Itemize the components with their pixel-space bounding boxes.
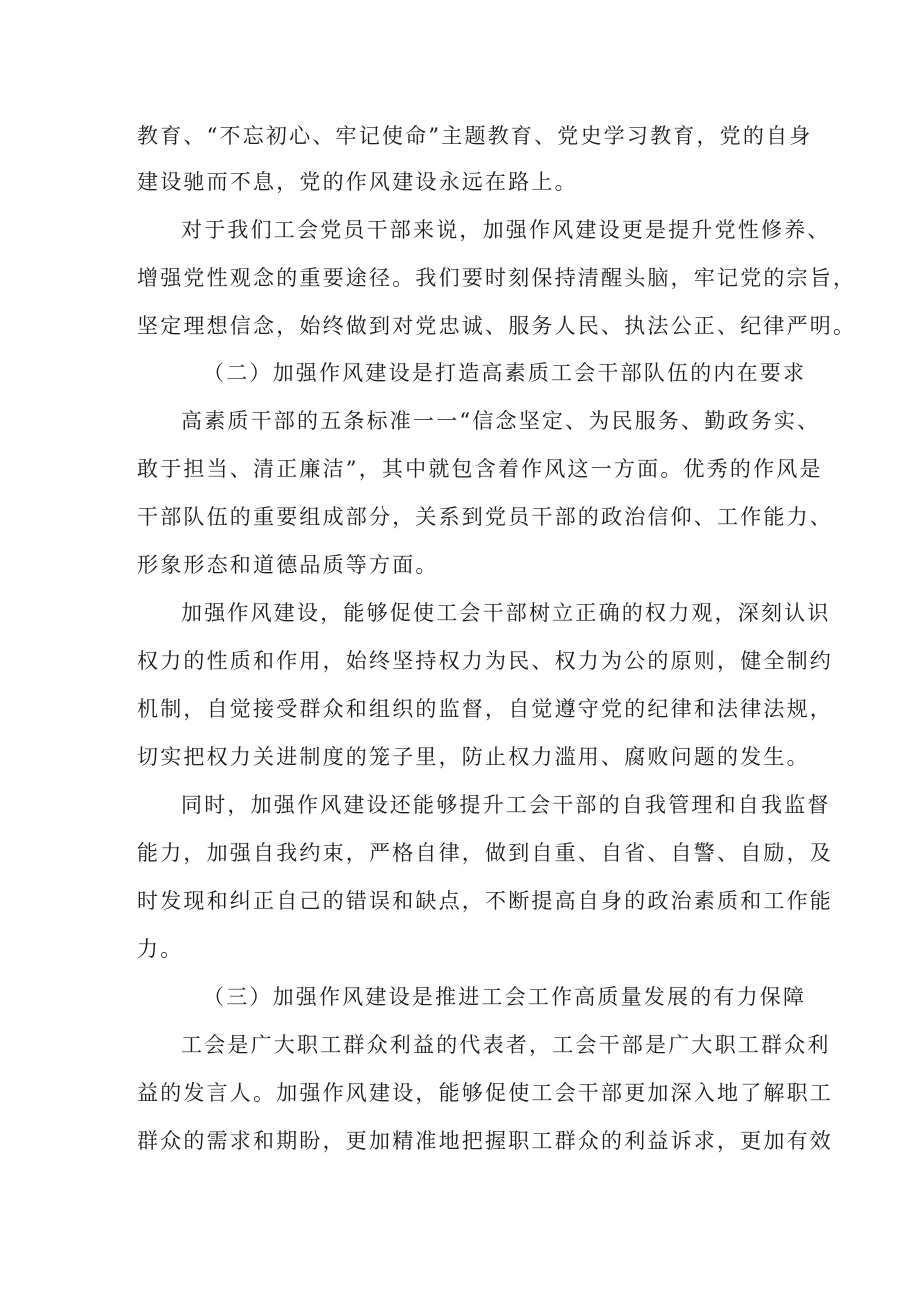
section-heading: （二）加强作风建设是打造高素质工会干部队伍的内在要求 bbox=[203, 361, 807, 385]
section-heading: （三）加强作风建设是推进工会工作高质量发展的有力保障 bbox=[203, 985, 807, 1009]
text-line: 教育、“不忘初心、牢记使命”主题教育、党史学习教育，党的自身 bbox=[137, 124, 813, 148]
text-line: 坚定理想信念，始终做到对党忠诚、服务人民、执法公正、纪律严明。 bbox=[137, 314, 857, 338]
text-line: 高素质干部的五条标准一一“信念坚定、为民服务、勤政务实、 bbox=[181, 409, 821, 433]
text-line: 工会是广大职工群众利益的代表者，工会干部是广大职工群众利 bbox=[181, 1033, 831, 1057]
text-line: 对于我们工会党员干部来说，加强作风建设更是提升党性修养、 bbox=[181, 218, 831, 242]
text-line: 干部队伍的重要组成部分，关系到党员干部的政治信仰、工作能力、 bbox=[137, 505, 833, 529]
text-line: 益的发言人。加强作风建设，能够促使工会干部更加深入地了解职工 bbox=[137, 1081, 833, 1105]
text-line: 建设驰而不息，党的作风建设永远在路上。 bbox=[137, 170, 578, 194]
text-line: 同时，加强作风建设还能够提升工会干部的自我管理和自我监督 bbox=[181, 793, 831, 817]
text-line: 能力，加强自我约束，严格自律，做到自重、自省、自警、自励，及 bbox=[137, 841, 833, 865]
text-line: 时发现和纠正自己的错误和缺点，不断提高自身的政治素质和工作能 bbox=[137, 889, 833, 913]
text-line: 形象形态和道德品质等方面。 bbox=[137, 553, 439, 577]
text-line: 加强作风建设，能够促使工会干部树立正确的权力观，深刻认识 bbox=[181, 601, 831, 625]
text-line: 力。 bbox=[137, 937, 184, 961]
text-line: 切实把权力关进制度的笼子里，防止权力滥用、腐败问题的发生。 bbox=[137, 745, 810, 769]
text-line: 敢于担当、清正廉洁”，其中就包含着作风这一方面。优秀的作风是 bbox=[137, 457, 823, 481]
text-line: 机制，自觉接受群众和组织的监督，自觉遵守党的纪律和法律法规， bbox=[137, 697, 833, 721]
text-line: 权力的性质和作用，始终坚持权力为民、权力为公的原则，健全制约 bbox=[137, 649, 833, 673]
text-line: 群众的需求和期盼，更加精准地把握职工群众的利益诉求，更加有效 bbox=[137, 1129, 833, 1153]
text-line: 增强党性观念的重要途径。我们要时刻保持清醒头脑，牢记党的宗旨， bbox=[137, 266, 857, 290]
